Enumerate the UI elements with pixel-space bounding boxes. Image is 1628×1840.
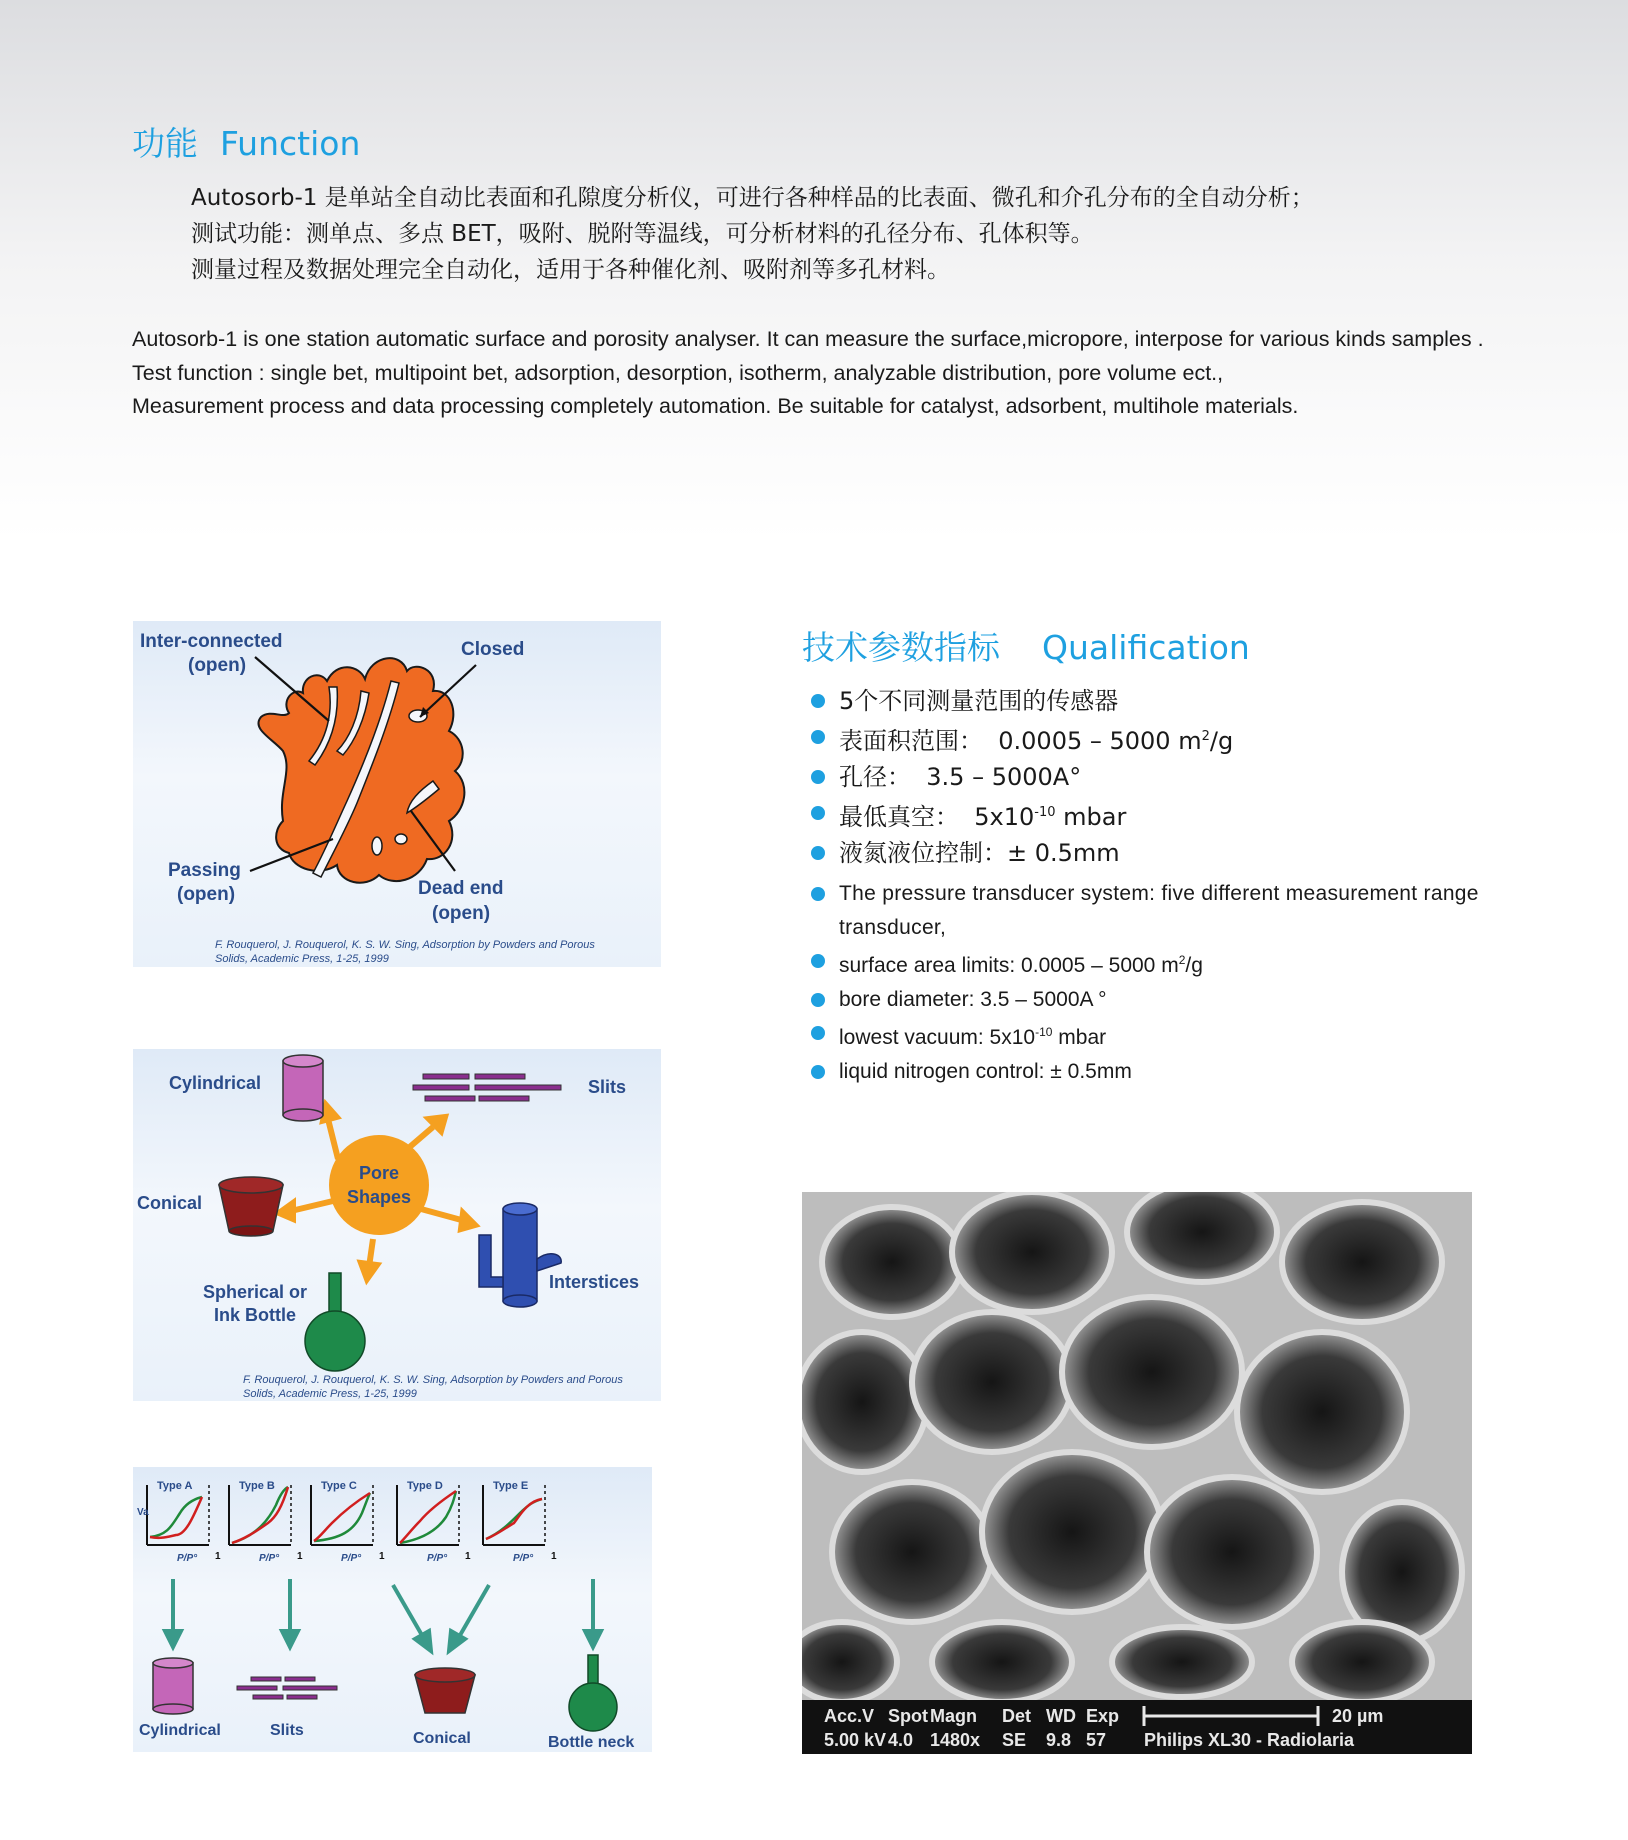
sem-magn-value: 1480x [930,1730,981,1750]
function-heading-en: Function [220,124,361,163]
sem-acc-label: Acc.V [824,1706,875,1726]
sem-instrument: Philips XL30 - Radiolaria [1144,1730,1355,1750]
pore-shapes-figure [133,1049,661,1401]
figure1-citation-2: Solids, Academic Press, 1-25, 1999 [215,953,389,965]
qualification-heading-cn: 技术参数指标 [802,628,1000,667]
sem-magn-label: Magn [930,1706,977,1726]
hysteresis-diagram [133,1467,652,1752]
sem-wd-value: 9.8 [1046,1730,1072,1750]
label-conical: Conical [137,1193,203,1213]
label-spherical: Spherical or [203,1282,308,1302]
hysteresis-label-slits: Slits [270,1722,304,1739]
hysteresis-x-label: P/P° [177,1553,198,1564]
adsorption-curve [486,1499,542,1539]
hysteresis-plot-2 [229,1480,303,1564]
figure2-citation-1: F. Rouquerol, J. Rouquerol, K. S. W. Sing, Adsorption by Powders and Porous [243,1374,623,1386]
en-line-3: Measurement process and data processing completely automation. Be suitable for catalyst, adsorbent, multihole materials. [132,394,1299,418]
sem-pore [1282,1202,1442,1322]
hysteresis-types-figure [133,1467,652,1752]
sem-det-value: SE [1002,1730,1027,1750]
qualification-heading-en: Qualification [1042,628,1250,667]
cn-spec-list [808,683,1233,871]
hysteresis-label-cylindrical: Cylindrical [139,1722,221,1739]
label-ink-bottle: Ink Bottle [214,1305,297,1325]
en-spec-nitrogen: liquid nitrogen control: ± 0.5mm [808,1055,1488,1089]
function-heading-cn: 功能 [132,124,198,163]
cn-spec-pore: 孔径： 3.5 – 5000A° [808,759,1233,795]
hysteresis-x-end: 1 [297,1551,303,1562]
hysteresis-type-label: Type B [239,1480,275,1492]
qualification-heading [802,622,1250,669]
hysteresis-plot-3 [311,1480,385,1564]
sem-micrograph [802,1192,1472,1754]
label-slits: Slits [588,1077,627,1097]
hysteresis-plot-4 [397,1480,471,1564]
pore-types-diagram [133,621,661,967]
cn-line-2: 测试功能：测单点、多点 BET，吸附、脱附等温线，可分析材料的孔径分布、孔体积等。 [191,221,1094,247]
figure1-citation-1: F. Rouquerol, J. Rouquerol, K. S. W. Sing, Adsorption by Powders and Porous [215,939,595,951]
hysteresis-bottle-icon [569,1655,617,1731]
desorption-curve [400,1491,456,1543]
en-spec-bore: bore diameter: 3.5 – 5000A ° [808,983,1488,1017]
label-dead-end: Dead end [418,878,504,899]
cn-spec-vacuum: 最低真空： $5x10^{-10}$ mbar [808,795,1233,835]
label-dead-end-open: (open) [432,903,491,924]
sem-pore [912,1312,1072,1452]
hysteresis-x-end: 1 [465,1551,471,1562]
sem-pore [932,1622,1072,1702]
sem-pore [1062,1297,1242,1447]
sem-spot-label: Spot [888,1706,928,1726]
hysteresis-type-label: Type A [157,1480,193,1492]
sem-image [802,1192,1472,1754]
label-passing-open: (open) [177,884,236,905]
function-heading [132,118,360,165]
sem-pore [1127,1192,1277,1282]
hysteresis-type-label: Type D [407,1480,443,1492]
label-passing: Passing [168,860,241,881]
label-closed: Closed [461,639,525,660]
sem-pore [1292,1622,1432,1702]
ink-bottle-pore-icon [305,1273,365,1371]
label-interconnected: Inter-connected [140,631,283,652]
sem-pore [822,1207,962,1317]
sem-pore [832,1482,992,1622]
function-en-description [132,323,1492,424]
hysteresis-type-label: Type E [493,1480,529,1492]
sem-exp-value: 57 [1086,1730,1107,1750]
sem-pore [952,1192,1112,1312]
en-spec-transducer: The pressure transducer system: five different measurement range transducer, [808,877,1488,944]
en-spec-vacuum: lowest vacuum: $5x10^{-10}$ mbar [808,1016,1488,1055]
sem-wd-label: WD [1046,1706,1076,1726]
hysteresis-x-end: 1 [379,1551,385,1562]
hysteresis-slits-icon [237,1677,337,1699]
sem-exp-label: Exp [1086,1706,1120,1726]
hysteresis-plot-1 [137,1480,221,1564]
hysteresis-x-end: 1 [215,1551,221,1562]
hysteresis-y-label: Va [137,1507,149,1518]
hysteresis-x-label: P/P° [513,1553,534,1564]
adsorption-curve [232,1487,288,1543]
en-line-2: Test function : single bet, multipoint bet, adsorption, desorption, isotherm, analyzable distribution, pore volume ect., [132,360,1224,385]
label-interstices: Interstices [549,1272,640,1292]
hysteresis-x-end: 1 [551,1551,557,1562]
figure2-citation-2: Solids, Academic Press, 1-25, 1999 [243,1388,417,1400]
label-cylindrical: Cylindrical [169,1073,262,1093]
hysteresis-cylinder-icon [153,1658,193,1714]
sem-pore [982,1452,1162,1612]
sem-pore [1112,1627,1252,1697]
label-shapes: Shapes [346,1187,412,1207]
hysteresis-arrows [165,1579,601,1651]
pore-shapes-center [329,1135,429,1235]
cylindrical-pore-icon [283,1055,323,1121]
en-line-1: Autosorb-1 is one station automatic surface and porosity analyser. It can measure the surface,micropore, interpose for various kinds samples . [132,327,1484,351]
sem-acc-value: 5.00 kV [824,1730,887,1750]
cn-line-1: Autosorb-1 是单站全自动比表面和孔隙度分析仪，可进行各种样品的比表面、微孔和介孔分布的全自动分析； [191,185,1314,211]
hysteresis-label-bottleneck: Bottle neck [548,1734,635,1751]
sem-det-label: Det [1002,1706,1032,1726]
hysteresis-label-conical: Conical [413,1730,471,1747]
hysteresis-x-label: P/P° [259,1553,280,1564]
label-interconnected-open: (open) [188,655,247,676]
adsorption-curve [150,1497,202,1537]
sem-pore [802,1622,897,1702]
function-cn-description [191,180,1314,288]
label-pore: Pore [358,1163,400,1183]
hysteresis-x-label: P/P° [427,1553,448,1564]
hysteresis-type-label: Type C [321,1480,357,1492]
pore-types-figure [133,621,661,967]
hysteresis-x-label: P/P° [341,1553,362,1564]
cn-spec-level: 液氮液位控制：± 0.5mm [808,835,1233,871]
sem-pore [1147,1477,1317,1627]
hysteresis-conical-icon [415,1668,475,1713]
cn-spec-area: 表面积范围： 0.0005 – 5000 $m^2/g$ [808,719,1233,759]
hysteresis-plot-5 [483,1480,557,1564]
en-spec-list [808,877,1488,1088]
sem-scale-label: 20 µm [1332,1706,1384,1726]
cn-line-3: 测量过程及数据处理完全自动化，适用于各种催化剂、吸附剂等多孔材料。 [191,257,950,283]
sem-spot-value: 4.0 [888,1730,914,1750]
pore-shapes-diagram [133,1049,661,1401]
cn-spec-sensors: 5个不同测量范围的传感器 [808,683,1233,719]
conical-pore-icon [219,1177,283,1236]
slits-pore-icon [413,1074,561,1101]
sem-pore [1237,1332,1407,1492]
sem-pore [802,1332,927,1472]
en-spec-area: surface area limits: 0.0005 – 5000 $m^2/g$ [808,944,1488,983]
